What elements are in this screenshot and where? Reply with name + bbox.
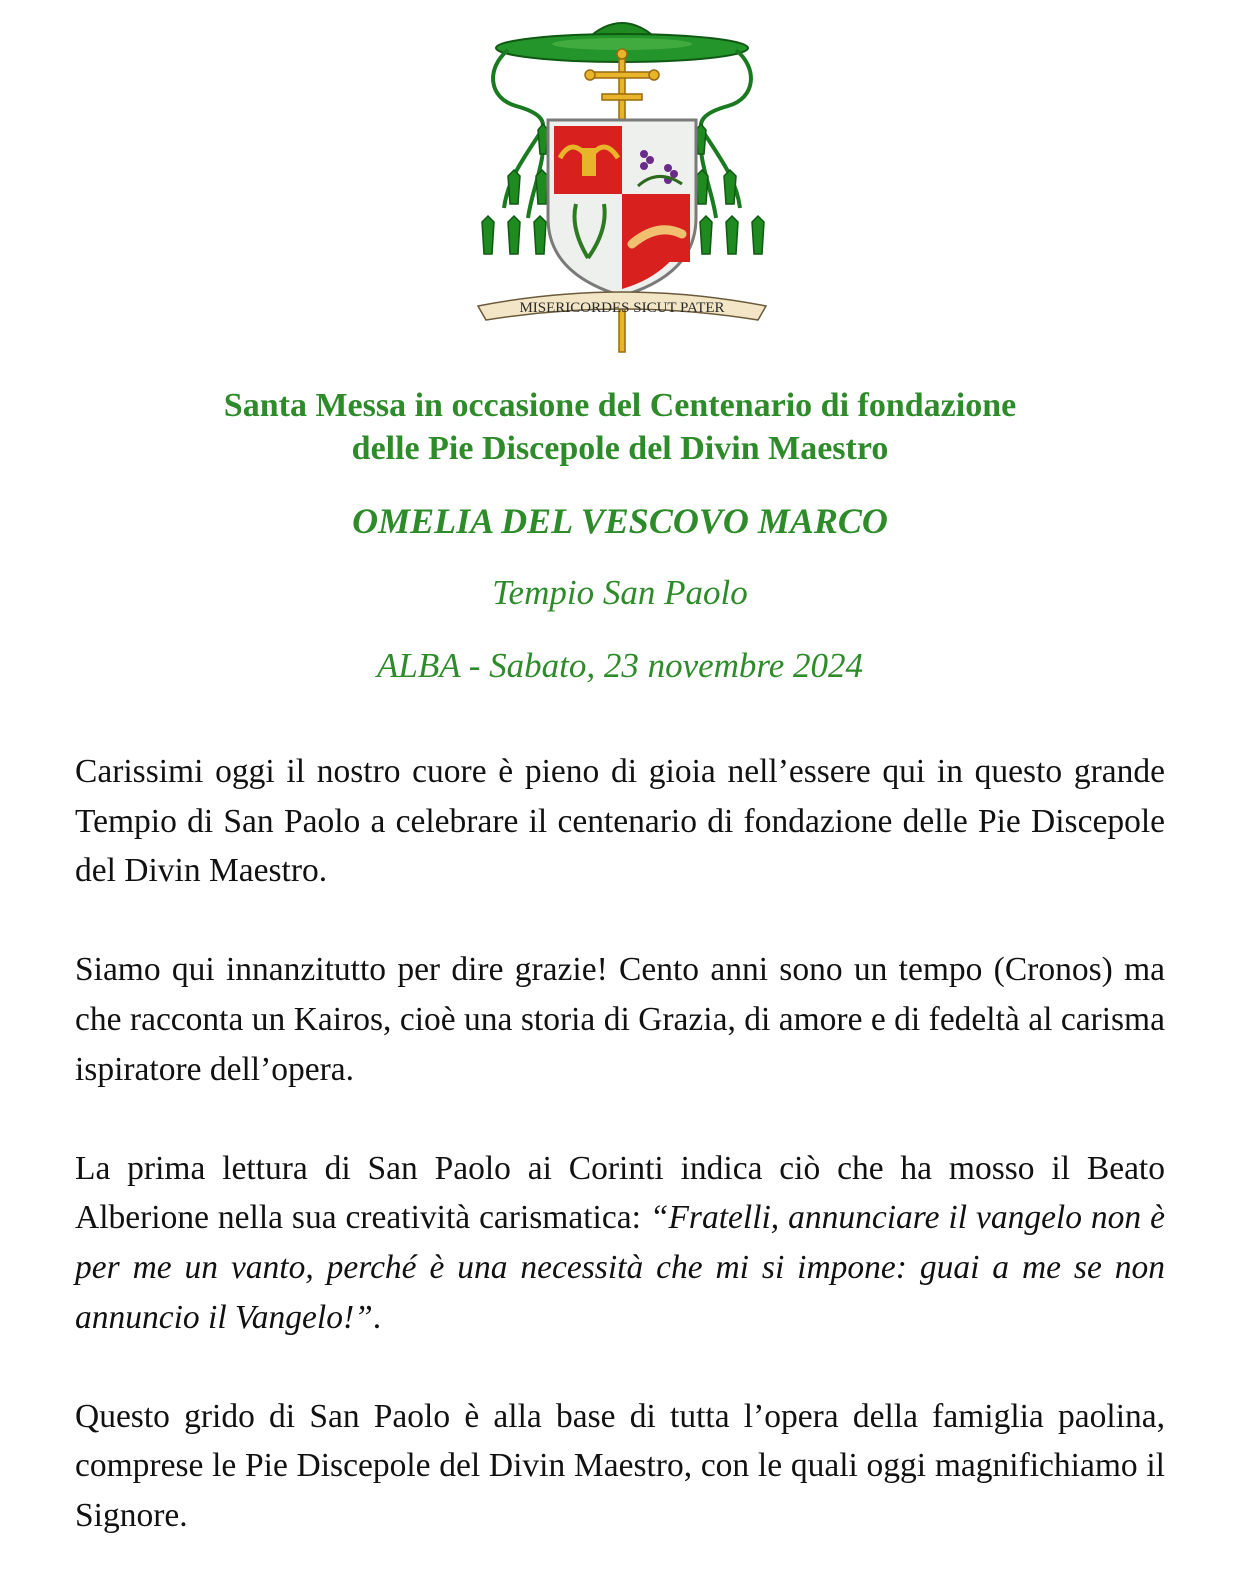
mass-title-line-1: Santa Messa in occasione del Centenario di fondazione (223, 387, 1017, 424)
shield-icon (548, 120, 696, 296)
paragraph-2: Siamo qui innanzitutto per dire grazie! Cento anni sono un tempo (Cronos) ma che racconta un Kairos, cioè una storia di Grazia, di amore e di fedeltà al carisma ispiratore dell’opera. (75, 951, 1165, 1088)
mass-title (0, 384, 1240, 470)
motto-text: MISERICORDES SICUT PATER (519, 300, 725, 316)
date-line: ALBA - Sabato, 23 novembre 2024 (376, 646, 864, 685)
mass-title-line-2: delle Pie Discepole del Divin Maestro (351, 430, 889, 467)
motto-scroll (478, 292, 766, 320)
scripture-quote: “Fratelli, annunciare il vangelo non è per me un vanto, perché è una necessità che mi si impone: guai a me se non annuncio il Vangelo!” (75, 1199, 1165, 1336)
place-line: Tempio San Paolo (492, 573, 748, 612)
homily-body (75, 747, 1165, 1590)
paragraph-4: Questo grido di San Paolo è alla base di tutta l’opera della famiglia paolina, comprese le Pie Discepole del Divin Maestro, con le quali oggi magnifichiamo il Signore. (75, 1397, 1165, 1534)
paragraph-3-intro: La prima lettura di San Paolo ai Corinti indica ciò che ha mosso il Beato Alberione nella sua creatività carismatica: (75, 1149, 1165, 1237)
paragraph-3 (75, 1144, 1165, 1342)
homily-heading: OMELIA DEL VESCOVO MARCO (352, 501, 888, 541)
coat-of-arms (468, 8, 776, 354)
paragraph-1: Carissimi oggi il nostro cuore è pieno di gioia nell’essere qui in questo grande Tempio di San Paolo a celebrare il centenario di fondazione delle Pie Discepole del Divin Maestro. (75, 753, 1165, 890)
paragraph-3-end: . (372, 1298, 382, 1336)
